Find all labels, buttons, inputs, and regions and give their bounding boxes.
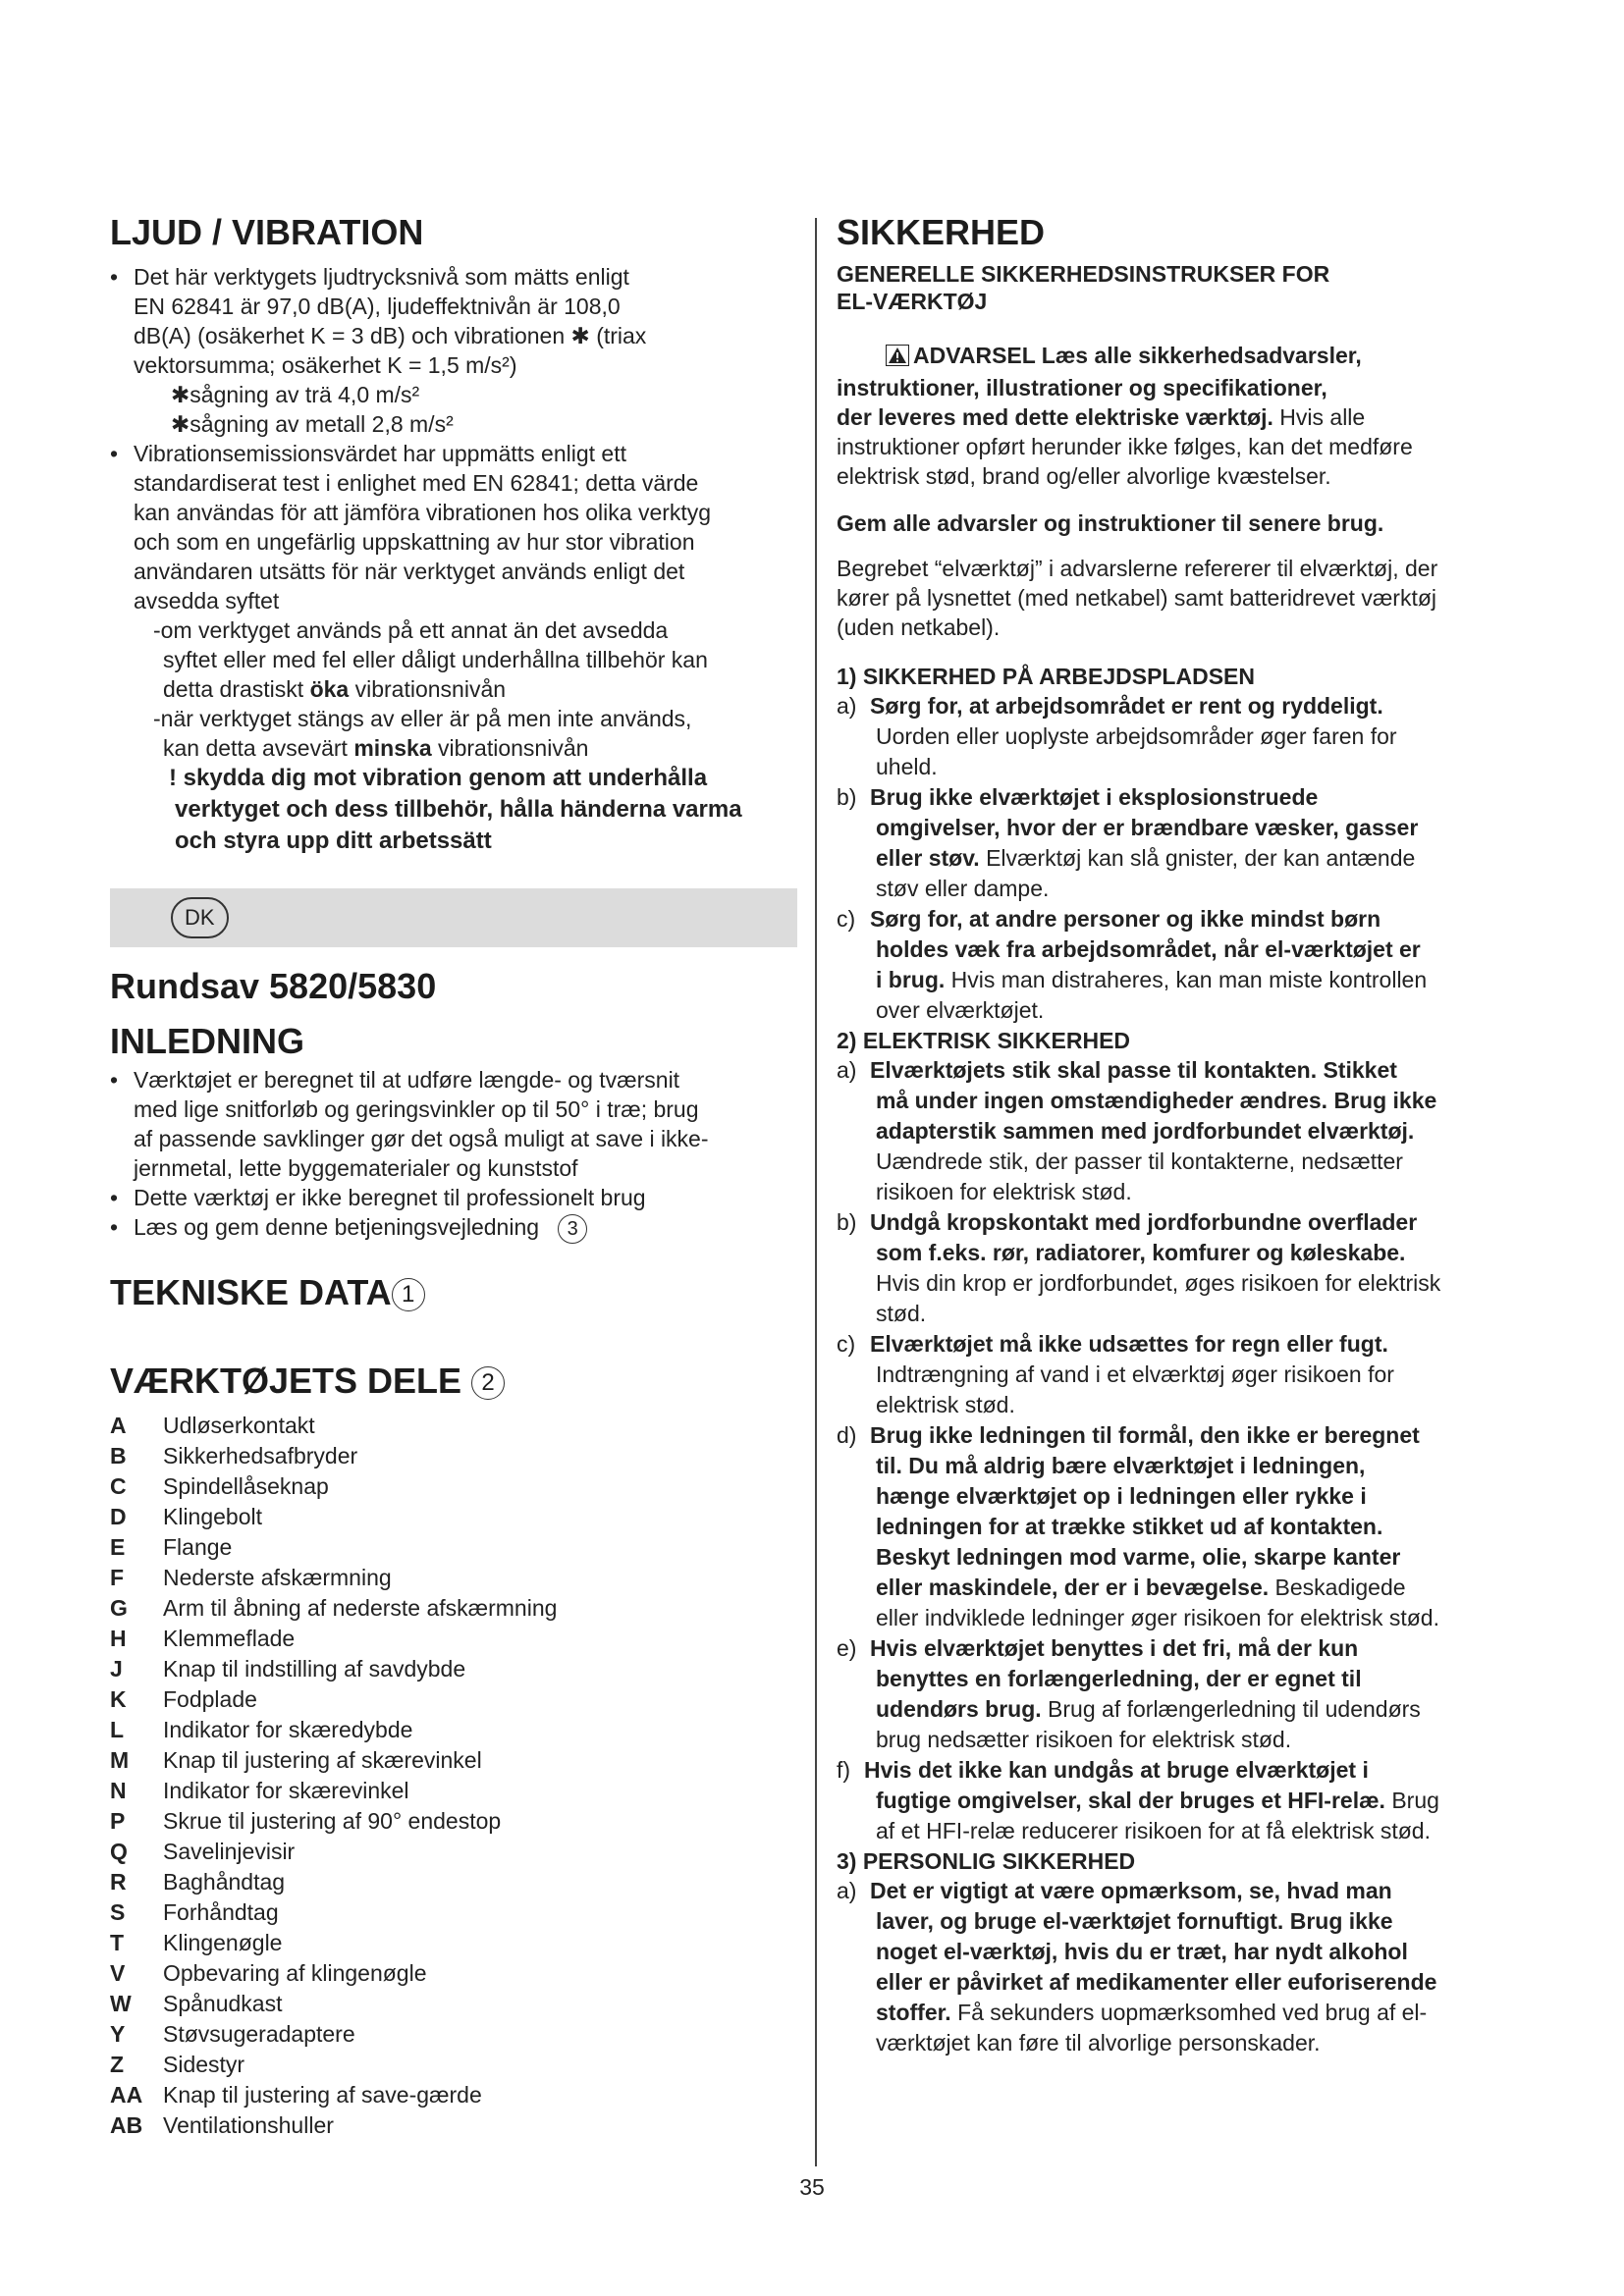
part-letter: L	[110, 1716, 125, 1742]
part-label: Skrue til justering af 90° endestop	[163, 1807, 502, 1834]
text-line: -när verktyget stängs av eller är på men inte används,	[153, 706, 692, 731]
text-line	[870, 843, 1514, 874]
parts-list	[110, 1411, 797, 2141]
figure-ref-3: 3	[558, 1214, 587, 1244]
part-letter: S	[110, 1898, 126, 1925]
text-line: dB(A) (osäkerhet K = 3 dB) och vibrationen ✱ (triax	[134, 323, 647, 348]
part-label: Nederste afskærmning	[163, 1564, 392, 1590]
part-letter: D	[110, 1503, 127, 1529]
left-column	[110, 211, 797, 2141]
section-2-heading: 2) ELEKTRISK SIKKERHED	[837, 1028, 1131, 1053]
sikkerhed-heading: SIKKERHED	[837, 212, 1046, 252]
part-label: Indikator for skærevinkel	[163, 1777, 409, 1803]
parts-list-item	[110, 1684, 797, 1715]
item-body	[864, 1755, 1514, 1846]
parts-list-item	[110, 1867, 797, 1897]
text-line: omgivelser, hvor der er brændbare væsker, gasser	[876, 815, 1419, 840]
parts-list-item	[110, 1837, 797, 1867]
text-span: Hvis man distraheres, kan man miste kontrollen	[945, 967, 1428, 992]
text-line	[870, 965, 1514, 995]
figure-ref-2: 2	[471, 1366, 505, 1400]
text-line: syftet eller med fel eller dåligt underhållna tillbehör kan	[163, 647, 708, 672]
text-line: elektrisk stød, brand og/eller alvorlige kvæstelser.	[837, 463, 1331, 489]
part-label: Arm til åbning af nederste afskærmning	[163, 1594, 558, 1621]
s2-item-a	[837, 1055, 1514, 1207]
text-span: kan detta avsevärt	[163, 735, 354, 761]
text-line: Brug ikke ledningen til formål, den ikke er beregnet	[870, 1422, 1420, 1448]
text-line	[837, 341, 1514, 373]
figure-ref-1: 1	[392, 1278, 425, 1311]
bold-span: öka	[309, 676, 350, 702]
part-label: Fodplade	[163, 1685, 257, 1712]
part-label: Knap til indstilling af savdybde	[163, 1655, 466, 1682]
text-line: ✱sågning av trä 4,0 m/s²	[171, 382, 420, 407]
text-line: Undgå kropskontakt med jordforbundne overflader	[870, 1209, 1418, 1235]
part-letter: C	[110, 1472, 127, 1499]
parts-list-item	[110, 1806, 797, 1837]
part-label: Knap til justering af save-gærde	[163, 2081, 482, 2108]
text-line: værktøjet kan føre til alvorlige personskader.	[876, 2030, 1321, 2056]
inledning-heading: INLEDNING	[110, 1021, 304, 1061]
warning-triangle-icon	[886, 344, 909, 373]
tekniske-data-heading	[110, 1271, 797, 1314]
item-body	[870, 1633, 1514, 1755]
text-line: Uorden eller uoplyste arbejdsområder øger faren for	[876, 723, 1397, 749]
text-line: Sørg for, at andre personer og ikke mindst børn	[870, 906, 1381, 932]
text-line: Beskyt ledningen mod varme, olie, skarpe kanter	[876, 1544, 1401, 1570]
item-label: a)	[837, 1878, 857, 1903]
text-line: af et HFI-relæ reducerer risikoen for at få elektrisk stød.	[876, 1818, 1431, 1843]
ljud-dash-1	[110, 615, 797, 704]
part-label: Baghåndtag	[163, 1868, 286, 1895]
part-letter: J	[110, 1655, 123, 1682]
item-label: a)	[837, 1057, 857, 1083]
intro-bullet-3	[110, 1212, 797, 1244]
ljud-bullet-sound	[110, 262, 797, 439]
part-letter: E	[110, 1533, 126, 1560]
product-title: Rundsav 5820/5830	[110, 966, 437, 1006]
text-line: verktyget och dess tillbehör, hålla händerna varma	[175, 796, 742, 823]
item-label: b)	[837, 784, 857, 810]
s3-item-a	[837, 1876, 1514, 2058]
part-letter: R	[110, 1868, 127, 1895]
part-label: Flange	[163, 1533, 233, 1560]
ljud-dash-2	[110, 704, 797, 763]
bold-span: eller maskindele, der er i bevægelse.	[876, 1575, 1270, 1600]
bold-span: i brug.	[876, 967, 946, 992]
parts-list-item	[110, 1502, 797, 1532]
text-line: elektrisk stød.	[876, 1392, 1015, 1417]
text-line: kører på lysnettet (med netkabel) samt batteridrevet værktøj	[837, 585, 1436, 611]
item-label: e)	[837, 1635, 857, 1661]
text-line: kan användas för att jämföra vibrationen hos olika verktyg	[134, 500, 712, 525]
parts-list-item	[110, 1471, 797, 1502]
text-line: Begrebet “elværktøj” i advarslerne refererer til elværktøj, der	[837, 556, 1438, 581]
item-body	[870, 904, 1514, 1026]
text-line: ! skydda dig mot vibration genom att underhålla	[169, 765, 708, 791]
item-body	[870, 1329, 1514, 1420]
language-bar	[110, 888, 797, 947]
item-body	[870, 1055, 1514, 1207]
text-line	[153, 674, 797, 704]
part-letter: B	[110, 1442, 127, 1468]
s1-item-a	[837, 691, 1514, 782]
parts-list-item	[110, 1624, 797, 1654]
text-line: jernmetal, lette byggematerialer og kunststof	[134, 1155, 578, 1181]
part-label: Sidestyr	[163, 2051, 245, 2077]
part-label: Opbevaring af klingenøgle	[163, 1959, 427, 1986]
text-line: laver, og bruge el-værktøjet fornuftigt. Brug ikke	[876, 1908, 1393, 1934]
text-line: vektorsumma; osäkerhet K = 1,5 m/s²)	[134, 352, 517, 378]
item-label: d)	[837, 1422, 857, 1448]
right-column	[837, 211, 1514, 2058]
item-body	[870, 1420, 1514, 1633]
text-line: af passende savklinger gør det også muligt at save i ikke-	[134, 1126, 709, 1151]
part-letter: AA	[110, 2081, 143, 2108]
bold-span: fugtige omgivelser, skal der bruges et HFI-relæ.	[876, 1788, 1385, 1813]
general-safety-subtitle	[837, 260, 1514, 315]
text-line: instruktioner, illustrationer og specifikationer,	[837, 375, 1327, 400]
part-label: Udløserkontakt	[163, 1412, 315, 1438]
parts-list-item	[110, 1411, 797, 1441]
text-line: Sørg for, at arbejdsområdet er rent og ryddeligt.	[870, 693, 1383, 719]
parts-list-item	[110, 1593, 797, 1624]
part-letter: K	[110, 1685, 127, 1712]
text-line	[864, 1786, 1514, 1816]
section-3-heading: 3) PERSONLIG SIKKERHED	[837, 1848, 1136, 1874]
text-line: støv eller dampe.	[876, 876, 1050, 901]
part-label: Indikator for skæredybde	[163, 1716, 413, 1742]
text-line: GENERELLE SIKKERHEDSINSTRUKSER FOR	[837, 261, 1330, 287]
item-label: c)	[837, 906, 856, 932]
text-line: Det er vigtigt at være opmærksom, se, hvad man	[870, 1878, 1392, 1903]
part-letter: F	[110, 1564, 125, 1590]
s2-item-e	[837, 1633, 1514, 1755]
text-span: detta drastiskt	[163, 676, 310, 702]
text-line: användaren utsätts för när verktyget används enligt det	[134, 559, 685, 584]
text-line: stød.	[876, 1301, 927, 1326]
text-line	[153, 733, 797, 763]
text-line: Elværktøjets stik skal passe til kontakten. Stikket	[870, 1057, 1397, 1083]
text-line: eller indviklede ledninger øger risikoen for elektrisk stød.	[876, 1605, 1439, 1630]
text-line: eller er påvirket af medikamenter eller euforiserende	[876, 1969, 1437, 1995]
part-letter: V	[110, 1959, 126, 1986]
item-body	[870, 691, 1514, 782]
text-line: benyttes en forlængerledning, der er egnet til	[876, 1666, 1362, 1691]
part-label: Sikkerhedsafbryder	[163, 1442, 358, 1468]
text-line: holdes væk fra arbejdsområdet, når el-værktøjet er	[876, 936, 1421, 962]
vaerktoejets-dele-heading	[110, 1360, 797, 1403]
part-label: Knap til justering af skærevinkel	[163, 1746, 482, 1773]
text-line	[870, 1573, 1514, 1603]
heading-text: TEKNISKE DATA	[110, 1271, 392, 1312]
text-line: med lige snitforløb og geringsvinkler op til 50° i træ; brug	[134, 1096, 699, 1122]
text-line: EN 62841 är 97,0 dB(A), ljudeffektnivån är 108,0	[134, 294, 621, 319]
text-line: adapterstik sammen med jordforbundet elværktøj.	[876, 1118, 1415, 1144]
part-letter: Z	[110, 2051, 125, 2077]
s2-item-f	[837, 1755, 1514, 1846]
text-span: Brug	[1384, 1788, 1439, 1813]
text-line: avsedda syftet	[134, 588, 280, 614]
item-body	[870, 1207, 1514, 1329]
parts-list-item	[110, 1989, 797, 2019]
text-line: til. Du må aldrig bære elværktøjet i ledningen,	[876, 1453, 1366, 1478]
bold-span: der leveres med dette elektriske værktøj.	[837, 404, 1273, 430]
parts-list-item	[110, 1654, 797, 1684]
text-line: Hvis elværktøjet benyttes i det fri, må der kun	[870, 1635, 1359, 1661]
term-paragraph	[837, 554, 1514, 642]
text-line: -om verktyget används på ett annat än det avsedda	[153, 617, 669, 643]
part-letter: AB	[110, 2111, 143, 2138]
part-letter: N	[110, 1777, 127, 1803]
section-1-heading: 1) SIKKERHED PÅ ARBEJDSPLADSEN	[837, 664, 1255, 689]
parts-list-item	[110, 2110, 797, 2141]
text-line	[870, 1694, 1514, 1725]
part-letter: P	[110, 1807, 126, 1834]
part-label: Forhåndtag	[163, 1898, 279, 1925]
text-span: ADVARSEL Læs alle sikkerhedsadvarsler,	[913, 343, 1362, 368]
text-line	[870, 1998, 1514, 2028]
column-divider	[815, 218, 817, 2166]
text-line	[837, 402, 1514, 432]
part-label: Savelinjevisir	[163, 1838, 296, 1864]
ljud-bullet-vibration	[110, 439, 797, 615]
text-span: vibrationsnivån	[349, 676, 507, 702]
text-line: over elværktøjet.	[876, 997, 1045, 1023]
bold-span: eller støv.	[876, 845, 980, 871]
parts-list-item	[110, 1441, 797, 1471]
text-line: och som en ungefärlig uppskattning av hur stor vibration	[134, 529, 695, 555]
text-line: risikoen for elektrisk stød.	[876, 1179, 1132, 1204]
s1-item-b	[837, 782, 1514, 904]
parts-list-item	[110, 1928, 797, 1958]
parts-list-item	[110, 1897, 797, 1928]
ljud-warning	[110, 763, 797, 857]
part-label: Ventilationshuller	[163, 2111, 334, 2138]
text-line: ledningen for at trække stikket ud af kontakten.	[876, 1514, 1383, 1539]
parts-list-item	[110, 1958, 797, 1989]
part-letter: G	[110, 1594, 128, 1621]
part-label: Spånudkast	[163, 1990, 283, 2016]
parts-list-item	[110, 1532, 797, 1563]
item-label: b)	[837, 1209, 857, 1235]
part-letter: Y	[110, 2020, 126, 2047]
part-letter: A	[110, 1412, 127, 1438]
s2-item-c	[837, 1329, 1514, 1420]
part-label: Klingebolt	[163, 1503, 263, 1529]
item-label: f)	[837, 1757, 851, 1783]
item-label: a)	[837, 693, 857, 719]
text-span: Elværktøj kan slå gnister, der kan antænde	[979, 845, 1416, 871]
part-letter: H	[110, 1625, 127, 1651]
text-span: Brug af forlængerledning til udendørs	[1041, 1696, 1421, 1722]
part-label: Klingenøgle	[163, 1929, 283, 1955]
text-span: vibrationsnivån	[431, 735, 589, 761]
text-line: Brug ikke elværktøjet i eksplosionstruede	[870, 784, 1319, 810]
text-span: Beskadigede	[1269, 1575, 1406, 1600]
text-line: uheld.	[876, 754, 938, 779]
text-line: och styra upp ditt arbetssätt	[175, 828, 492, 854]
intro-bullet-1	[110, 1065, 797, 1183]
keep-instructions: Gem alle advarsler og instruktioner til senere brug.	[837, 510, 1384, 536]
parts-list-item	[110, 2019, 797, 2050]
heading-text: VÆRKTØJETS DELE	[110, 1360, 462, 1401]
item-body	[870, 1876, 1514, 2058]
s1-item-c	[837, 904, 1514, 1026]
bold-span: udendørs brug.	[876, 1696, 1042, 1722]
text-line: noget el-værktøj, hvis du er træt, har nydt alkohol	[876, 1939, 1408, 1964]
text-span: Læs og gem denne betjeningsvejledning	[134, 1214, 540, 1240]
text-line: • Værktøjet er beregnet til at udføre længde- og tværsnit	[134, 1067, 680, 1093]
ljud-vibration-heading: LJUD / VIBRATION	[110, 212, 424, 252]
text-line: • Det här verktygets ljudtrycksnivå som mätts enligt	[134, 264, 629, 290]
intro-list	[110, 1065, 797, 1244]
text-span: Dette værktøj er ikke beregnet til professionelt brug	[134, 1185, 646, 1210]
ljud-list	[110, 262, 797, 615]
item-body	[870, 782, 1514, 904]
part-label: Klemmeflade	[163, 1625, 296, 1651]
intro-bullet-2	[110, 1183, 797, 1212]
part-letter: T	[110, 1929, 125, 1955]
part-letter: M	[110, 1746, 130, 1773]
text-line: standardiserat test i enlighet med EN 62841; detta värde	[134, 470, 699, 496]
parts-list-item	[110, 1715, 797, 1745]
text-line: Indtrængning af vand i et elværktøj øger risikoen for	[876, 1362, 1394, 1387]
parts-list-item	[110, 2050, 797, 2080]
text-span: Hvis alle	[1272, 404, 1366, 430]
parts-list-item	[110, 1563, 797, 1593]
warning-paragraph	[837, 341, 1514, 491]
dk-language-badge: DK	[171, 897, 229, 938]
text-line: Uændrede stik, der passer til kontakterne, nedsætter	[876, 1148, 1403, 1174]
text-line: ✱sågning av metall 2,8 m/s²	[171, 411, 454, 437]
text-line: brug nedsætter risikoen for elektrisk stød.	[876, 1727, 1292, 1752]
text-span: Få sekunders uopmærksomhed ved brug af el-	[950, 2000, 1428, 2025]
part-label: Støvsugeradaptere	[163, 2020, 355, 2047]
text-line: EL-VÆRKTØJ	[837, 289, 988, 314]
text-line: Hvis det ikke kan undgås at bruge elværktøjet i	[864, 1757, 1369, 1783]
page-number: 35	[799, 2174, 825, 2200]
text-line: Elværktøjet må ikke udsættes for regn eller fugt.	[870, 1331, 1388, 1357]
text-line: (uden netkabel).	[837, 614, 1001, 640]
s2-item-d	[837, 1420, 1514, 1633]
parts-list-item	[110, 1745, 797, 1776]
item-label: c)	[837, 1331, 856, 1357]
text-line: hænge elværktøjet op i ledningen eller rykke i	[876, 1483, 1367, 1509]
text-line: må under ingen omstændigheder ændres. Brug ikke	[876, 1088, 1437, 1113]
text-line: instruktioner opført herunder ikke følges, kan det medføre	[837, 434, 1413, 459]
text-line: som f.eks. rør, radiatorer, komfurer og køleskabe.	[876, 1240, 1406, 1265]
text-line: • Vibrationsemissionsvärdet har uppmätts enligt ett	[134, 441, 627, 466]
parts-list-item	[110, 2080, 797, 2110]
s2-item-b	[837, 1207, 1514, 1329]
bold-span: minska	[353, 735, 432, 761]
bold-span: stoffer.	[876, 2000, 951, 2025]
text-line: Hvis din krop er jordforbundet, øges risikoen for elektrisk	[876, 1270, 1441, 1296]
part-label: Spindellåseknap	[163, 1472, 329, 1499]
part-letter: Q	[110, 1838, 128, 1864]
part-letter: W	[110, 1990, 132, 2016]
parts-list-item	[110, 1776, 797, 1806]
